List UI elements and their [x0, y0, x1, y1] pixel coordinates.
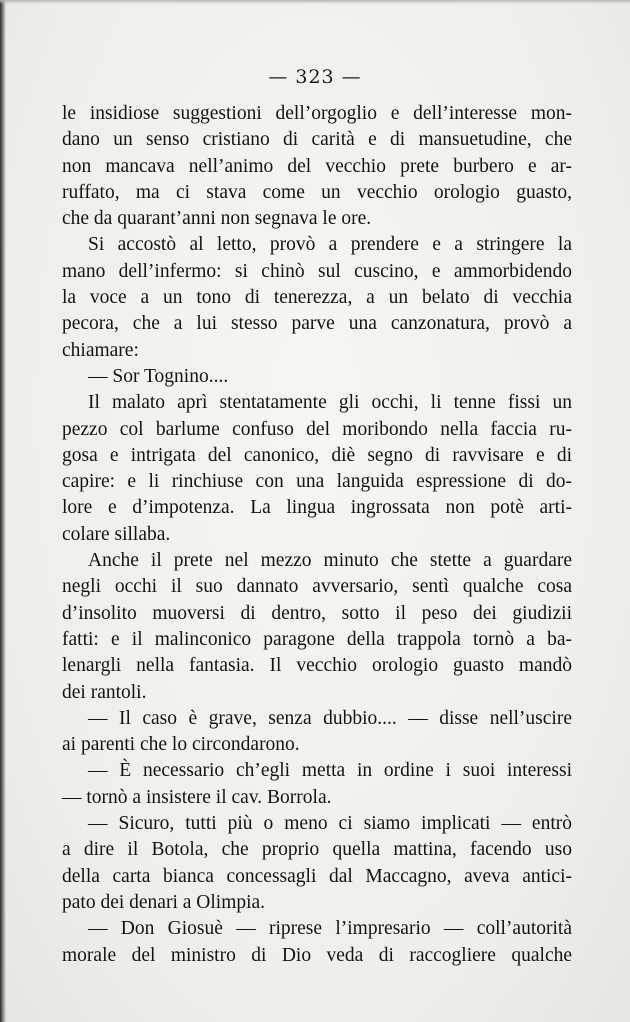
text-line: negli occhi il suo dannato avversario, sentì qualche cosa	[62, 576, 572, 598]
text-line: colare sillaba.	[62, 523, 171, 545]
page-binding-edge	[0, 0, 6, 1022]
text-line: — Don Giosuè — riprese l’impresario — coll’autorità	[88, 918, 572, 940]
text-line: dei rantoli.	[62, 681, 147, 703]
text-line: Anche il prete nel mezzo minuto che stette a guardare	[88, 550, 572, 572]
text-line: chiamare:	[62, 339, 139, 361]
text-line: capire: e li rinchiuse con una languida espressione di do-	[62, 471, 572, 493]
text-line: ai parenti che lo circondarono.	[62, 734, 300, 756]
text-line: della carta bianca concessagli dal Maccagno, aveva antici-	[62, 865, 572, 887]
text-line: dano un senso cristiano di carità e di mansuetudine, che	[62, 129, 572, 151]
text-line: che da quarant’anni non segnava le ore.	[62, 208, 372, 230]
page-top-edge	[0, 0, 630, 4]
text-line: lore e d’impotenza. La lingua ingrossata non potè arti-	[62, 497, 572, 519]
text-line: mano dell’infermo: si chinò sul cuscino, e ammorbidendo	[62, 260, 572, 282]
text-line: ruffato, ma ci stava come un vecchio orologio guasto,	[62, 181, 572, 203]
text-line: a dire il Botola, che proprio quella mattina, facendo uso	[62, 839, 572, 861]
text-line: d’insolito muoversi di dentro, sotto il peso dei giudizii	[62, 602, 572, 624]
text-line: Si accostò al letto, provò a prendere e a stringere la	[88, 234, 572, 256]
text-line: pato dei denari a Olimpia.	[62, 891, 266, 913]
text-line: — Il caso è grave, senza dubbio.... — disse nell’uscire	[88, 707, 572, 729]
text-line: — Sicuro, tutti più o meno ci siamo implicati — entrò	[88, 813, 572, 835]
text-line: le insidiose suggestioni dell’orgoglio e dell’interesse mon-	[62, 103, 572, 124]
text-line: fatti: e il malinconico paragone della trappola tornò a ba-	[62, 628, 572, 650]
text-line: lenargli nella fantasia. Il vecchio orologio guasto mandò	[62, 655, 572, 677]
text-line: gosa e intrigata del canonico, diè segno di ravvisare e di	[62, 444, 572, 466]
text-line: la voce a un tono di tenerezza, a un belato di vecchia	[62, 287, 572, 309]
text-line: non mancava nell’animo del vecchio prete burbero e ar-	[62, 155, 572, 177]
page-number: — 323 —	[268, 66, 362, 88]
text-line: morale del ministro di Dio veda di raccogliere qualche	[62, 944, 572, 966]
text-line: Il malato aprì stentatamente gli occhi, li tenne fissi un	[88, 392, 572, 414]
text-line: pecora, che a lui stesso parve una canzonatura, provò a	[62, 313, 572, 335]
text-line: — Sor Tognino....	[88, 365, 229, 387]
text-line: pezzo col barlume confuso del moribondo nella faccia ru-	[62, 418, 572, 440]
text-line: — È necessario ch’egli metta in ordine i suoi interessi	[88, 760, 572, 782]
body-text	[62, 101, 572, 969]
text-line: — tornò a insistere il cav. Borrola.	[62, 786, 332, 808]
